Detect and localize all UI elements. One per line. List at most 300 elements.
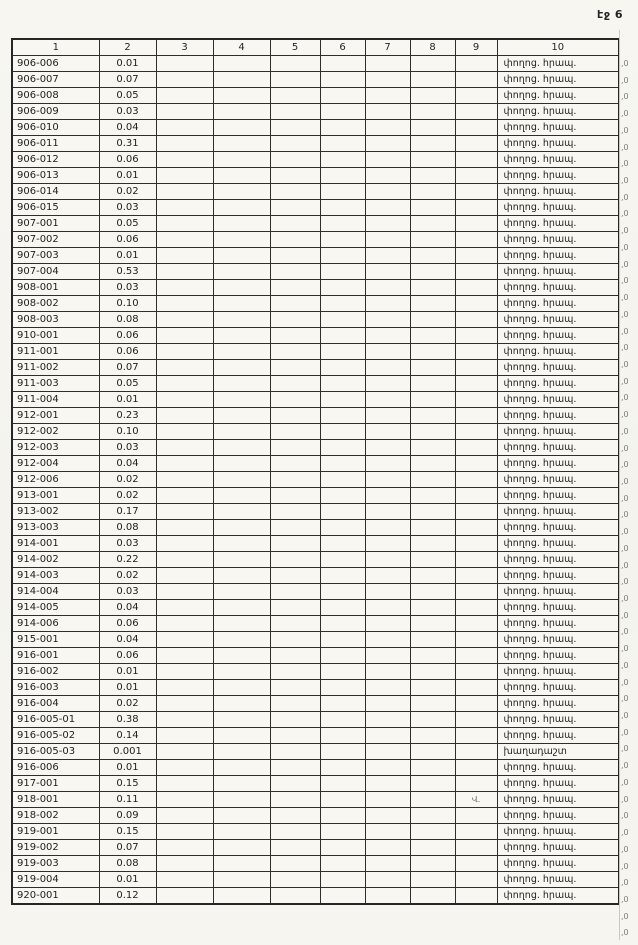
cell-code: 906-009 [12, 104, 99, 120]
table-row [12, 456, 619, 472]
margin-mark: ,0 [621, 694, 629, 704]
cell-4 [213, 184, 270, 200]
cell-9 [455, 696, 497, 712]
cell-9 [455, 440, 497, 456]
cell-3 [156, 376, 213, 392]
table-header-row [12, 39, 619, 56]
cell-value: 0.10 [99, 424, 156, 440]
cell-value: 0.07 [99, 72, 156, 88]
cell-usage: փողոց. հրապ. [497, 200, 619, 216]
cell-8 [410, 168, 455, 184]
cell-8 [410, 248, 455, 264]
cell-4 [213, 648, 270, 664]
cell-5 [270, 56, 320, 72]
cell-4 [213, 456, 270, 472]
cell-9 [455, 872, 497, 888]
cell-8 [410, 72, 455, 88]
cell-9 [455, 760, 497, 776]
cell-4 [213, 776, 270, 792]
table-row [12, 168, 619, 184]
cell-usage: փողոց. հրապ. [497, 248, 619, 264]
cell-7 [365, 696, 410, 712]
cell-4 [213, 824, 270, 840]
cell-6 [320, 280, 365, 296]
cell-9 [455, 776, 497, 792]
margin-artifacts [621, 56, 629, 942]
cell-usage: փողոց. հրապ. [497, 424, 619, 440]
cell-value: 0.08 [99, 312, 156, 328]
margin-mark: ,0 [621, 142, 629, 152]
cell-7 [365, 472, 410, 488]
margin-mark: ,0 [621, 426, 629, 436]
cell-6 [320, 440, 365, 456]
margin-mark: ,0 [621, 577, 629, 587]
cell-3 [156, 536, 213, 552]
cell-8 [410, 232, 455, 248]
cell-5 [270, 472, 320, 488]
cell-3 [156, 168, 213, 184]
cell-9 [455, 264, 497, 280]
cell-code: 916-005-02 [12, 728, 99, 744]
table-row [12, 664, 619, 680]
cell-code: 912-003 [12, 440, 99, 456]
scan-edge-line [619, 30, 620, 940]
cell-5 [270, 216, 320, 232]
cell-code: 906-006 [12, 56, 99, 72]
cell-usage: փողոց. հրապ. [497, 296, 619, 312]
cell-4 [213, 584, 270, 600]
table-row [12, 648, 619, 664]
cell-5 [270, 200, 320, 216]
margin-mark: ,0 [621, 443, 629, 453]
column-header: 8 [410, 39, 455, 56]
cell-code: 911-002 [12, 360, 99, 376]
table-row [12, 744, 619, 760]
table-row [12, 504, 619, 520]
margin-mark: ,0 [621, 493, 629, 503]
cell-9 [455, 744, 497, 760]
margin-mark: ,0 [621, 209, 629, 219]
cell-3 [156, 120, 213, 136]
cell-6 [320, 344, 365, 360]
cell-3 [156, 632, 213, 648]
cell-code: 906-014 [12, 184, 99, 200]
cell-value: 0.01 [99, 248, 156, 264]
table-row [12, 552, 619, 568]
cell-5 [270, 728, 320, 744]
cell-3 [156, 520, 213, 536]
cell-code: 918-002 [12, 808, 99, 824]
cell-3 [156, 744, 213, 760]
cell-usage: խաղադաշտ [497, 744, 619, 760]
cell-9 [455, 568, 497, 584]
margin-mark: ,0 [621, 376, 629, 386]
cell-usage: փողոց. հրապ. [497, 360, 619, 376]
margin-mark: ,0 [621, 125, 629, 135]
margin-mark: ,0 [621, 59, 629, 68]
cell-9 [455, 408, 497, 424]
margin-mark: ,0 [621, 226, 629, 236]
cell-3 [156, 344, 213, 360]
cell-usage: փողոց. հրապ. [497, 824, 619, 840]
cell-7 [365, 600, 410, 616]
cell-6 [320, 504, 365, 520]
cell-8 [410, 296, 455, 312]
cell-value: 0.10 [99, 296, 156, 312]
cell-code: 912-002 [12, 424, 99, 440]
cell-3 [156, 264, 213, 280]
cell-4 [213, 168, 270, 184]
cell-7 [365, 456, 410, 472]
cell-5 [270, 568, 320, 584]
cell-code: 918-001 [12, 792, 99, 808]
cell-value: 0.001 [99, 744, 156, 760]
cell-value: 0.04 [99, 632, 156, 648]
table-row [12, 728, 619, 744]
cell-code: 908-002 [12, 296, 99, 312]
cell-code: 912-006 [12, 472, 99, 488]
cell-3 [156, 328, 213, 344]
cell-4 [213, 616, 270, 632]
table-row [12, 792, 619, 808]
cell-usage: փողոց. հրապ. [497, 712, 619, 728]
table-row [12, 776, 619, 792]
cell-3 [156, 456, 213, 472]
cell-5 [270, 440, 320, 456]
table-row [12, 392, 619, 408]
column-header: 6 [320, 39, 365, 56]
cell-value: 0.06 [99, 328, 156, 344]
cell-usage: փողոց. հրապ. [497, 680, 619, 696]
cell-5 [270, 744, 320, 760]
cell-value: 0.08 [99, 856, 156, 872]
cell-9 [455, 184, 497, 200]
cell-6 [320, 296, 365, 312]
cell-9 [455, 856, 497, 872]
cell-6 [320, 88, 365, 104]
table-row [12, 440, 619, 456]
cell-usage: փողոց. հրապ. [497, 792, 619, 808]
cell-value: 0.06 [99, 648, 156, 664]
margin-mark: ,0 [621, 259, 629, 269]
margin-mark: ,0 [621, 476, 629, 486]
table-row [12, 824, 619, 840]
cell-8 [410, 584, 455, 600]
cell-8 [410, 392, 455, 408]
column-header: 1 [12, 39, 99, 56]
cell-8 [410, 280, 455, 296]
cell-4 [213, 312, 270, 328]
table-row [12, 120, 619, 136]
cell-3 [156, 296, 213, 312]
cell-usage: փողոց. հրապ. [497, 136, 619, 152]
cell-4 [213, 552, 270, 568]
cell-4 [213, 696, 270, 712]
cell-value: 0.03 [99, 536, 156, 552]
table-row [12, 136, 619, 152]
cell-6 [320, 168, 365, 184]
cell-value: 0.05 [99, 376, 156, 392]
cell-7 [365, 648, 410, 664]
cell-8 [410, 136, 455, 152]
cell-6 [320, 552, 365, 568]
cell-6 [320, 104, 365, 120]
cell-4 [213, 104, 270, 120]
cell-8 [410, 104, 455, 120]
table-row [12, 600, 619, 616]
cell-7 [365, 392, 410, 408]
column-header: 10 [497, 39, 619, 56]
table-row [12, 360, 619, 376]
cell-9 [455, 824, 497, 840]
margin-mark: ,0 [621, 677, 629, 687]
cell-8 [410, 56, 455, 72]
margin-mark: ,0 [621, 92, 629, 102]
cell-usage: փողոց. հրապ. [497, 120, 619, 136]
cell-9 [455, 200, 497, 216]
cell-value: 0.03 [99, 104, 156, 120]
cell-8 [410, 856, 455, 872]
cell-7 [365, 504, 410, 520]
cell-6 [320, 472, 365, 488]
cell-7 [365, 248, 410, 264]
cell-code: 914-006 [12, 616, 99, 632]
cell-4 [213, 568, 270, 584]
cell-code: 916-006 [12, 760, 99, 776]
cell-value: 0.08 [99, 520, 156, 536]
cell-4 [213, 632, 270, 648]
cell-3 [156, 600, 213, 616]
cell-3 [156, 680, 213, 696]
cell-code: 906-012 [12, 152, 99, 168]
table-row [12, 264, 619, 280]
margin-mark: ,0 [621, 460, 629, 470]
cell-6 [320, 376, 365, 392]
cell-7 [365, 264, 410, 280]
cell-usage: փողոց. հրապ. [497, 888, 619, 905]
cell-3 [156, 648, 213, 664]
cell-value: 0.17 [99, 504, 156, 520]
cell-5 [270, 168, 320, 184]
cell-5 [270, 456, 320, 472]
cell-code: 907-003 [12, 248, 99, 264]
cell-value: 0.04 [99, 600, 156, 616]
table-row [12, 808, 619, 824]
cell-code: 906-011 [12, 136, 99, 152]
cell-8 [410, 872, 455, 888]
cell-value: 0.23 [99, 408, 156, 424]
cell-4 [213, 392, 270, 408]
cell-5 [270, 872, 320, 888]
cell-5 [270, 856, 320, 872]
cell-7 [365, 712, 410, 728]
cell-code: 908-003 [12, 312, 99, 328]
margin-mark: ,0 [621, 911, 629, 921]
cell-5 [270, 696, 320, 712]
table-row [12, 616, 619, 632]
cell-5 [270, 408, 320, 424]
cell-5 [270, 888, 320, 905]
cell-7 [365, 72, 410, 88]
cell-7 [365, 120, 410, 136]
cell-6 [320, 856, 365, 872]
cell-5 [270, 600, 320, 616]
cell-9 [455, 536, 497, 552]
cell-7 [365, 888, 410, 905]
cell-value: 0.38 [99, 712, 156, 728]
cell-usage: փողոց. հրապ. [497, 632, 619, 648]
cell-usage: փողոց. հրապ. [497, 584, 619, 600]
cell-6 [320, 264, 365, 280]
cell-5 [270, 376, 320, 392]
cell-code: 914-001 [12, 536, 99, 552]
cell-code: 906-010 [12, 120, 99, 136]
cell-4 [213, 136, 270, 152]
cell-4 [213, 264, 270, 280]
cell-9 [455, 648, 497, 664]
table-row [12, 568, 619, 584]
cell-6 [320, 408, 365, 424]
cell-7 [365, 856, 410, 872]
cell-value: 0.02 [99, 568, 156, 584]
cell-6 [320, 328, 365, 344]
cell-code: 907-004 [12, 264, 99, 280]
table-row [12, 56, 619, 72]
cell-usage: փողոց. հրապ. [497, 152, 619, 168]
cell-9 [455, 888, 497, 905]
cell-7 [365, 728, 410, 744]
cell-usage: փողոց. հրապ. [497, 760, 619, 776]
cell-5 [270, 232, 320, 248]
cell-7 [365, 104, 410, 120]
cell-4 [213, 120, 270, 136]
table-row [12, 328, 619, 344]
cell-code: 911-004 [12, 392, 99, 408]
cell-8 [410, 712, 455, 728]
cell-3 [156, 440, 213, 456]
cell-9 [455, 312, 497, 328]
cell-8 [410, 840, 455, 856]
cell-code: 915-001 [12, 632, 99, 648]
cell-value: 0.06 [99, 616, 156, 632]
cell-6 [320, 824, 365, 840]
cell-8 [410, 632, 455, 648]
column-header: 5 [270, 39, 320, 56]
cell-7 [365, 760, 410, 776]
cell-8 [410, 744, 455, 760]
cell-9 [455, 168, 497, 184]
cell-5 [270, 824, 320, 840]
cell-5 [270, 152, 320, 168]
table-row [12, 888, 619, 905]
cell-5 [270, 392, 320, 408]
cell-7 [365, 232, 410, 248]
margin-mark: ,0 [621, 510, 629, 520]
cell-value: 0.15 [99, 824, 156, 840]
table-row [12, 680, 619, 696]
cell-9 [455, 360, 497, 376]
cell-code: 912-004 [12, 456, 99, 472]
margin-mark: ,0 [621, 928, 629, 938]
cell-usage: փողոց. հրապ. [497, 856, 619, 872]
cell-4 [213, 808, 270, 824]
table-row [12, 296, 619, 312]
table-row [12, 72, 619, 88]
cell-8 [410, 88, 455, 104]
column-header: 9 [455, 39, 497, 56]
cell-code: 907-002 [12, 232, 99, 248]
cell-code: 916-003 [12, 680, 99, 696]
table-row [12, 152, 619, 168]
cell-7 [365, 296, 410, 312]
cell-3 [156, 280, 213, 296]
margin-mark: ,0 [621, 543, 629, 553]
cell-code: 914-003 [12, 568, 99, 584]
cell-8 [410, 760, 455, 776]
cell-usage: փողոց. հրապ. [497, 520, 619, 536]
cell-6 [320, 680, 365, 696]
margin-mark: ,0 [621, 527, 629, 537]
column-header: 3 [156, 39, 213, 56]
cell-6 [320, 664, 365, 680]
cell-usage: փողոց. հրապ. [497, 616, 619, 632]
cell-3 [156, 824, 213, 840]
cell-5 [270, 72, 320, 88]
cell-5 [270, 680, 320, 696]
cell-4 [213, 872, 270, 888]
cell-usage: փողոց. հրապ. [497, 104, 619, 120]
cell-5 [270, 264, 320, 280]
cell-3 [156, 216, 213, 232]
table-row [12, 488, 619, 504]
cell-usage: փողոց. հրապ. [497, 552, 619, 568]
cell-4 [213, 520, 270, 536]
margin-mark: ,0 [621, 794, 629, 804]
cell-9 [455, 840, 497, 856]
margin-mark: ,0 [621, 75, 629, 85]
cell-3 [156, 888, 213, 905]
cell-7 [365, 408, 410, 424]
cell-6 [320, 616, 365, 632]
cell-9 [455, 664, 497, 680]
table-row [12, 216, 619, 232]
margin-mark: ,0 [621, 828, 629, 838]
cell-code: 908-001 [12, 280, 99, 296]
cell-code: 913-002 [12, 504, 99, 520]
cell-6 [320, 696, 365, 712]
margin-mark: ,0 [621, 711, 629, 721]
margin-mark: ,0 [621, 242, 629, 252]
cell-8 [410, 520, 455, 536]
cell-code: 913-003 [12, 520, 99, 536]
cell-5 [270, 184, 320, 200]
cell-7 [365, 152, 410, 168]
margin-mark: ,0 [621, 627, 629, 637]
cell-6 [320, 600, 365, 616]
margin-mark: ,0 [621, 594, 629, 603]
table-row [12, 232, 619, 248]
cell-4 [213, 600, 270, 616]
table-row [12, 536, 619, 552]
cell-3 [156, 232, 213, 248]
cell-8 [410, 472, 455, 488]
cell-usage: փողոց. հրապ. [497, 456, 619, 472]
cell-6 [320, 232, 365, 248]
cell-4 [213, 360, 270, 376]
page-number: էջ 6 [597, 8, 623, 21]
cell-6 [320, 808, 365, 824]
cell-5 [270, 360, 320, 376]
